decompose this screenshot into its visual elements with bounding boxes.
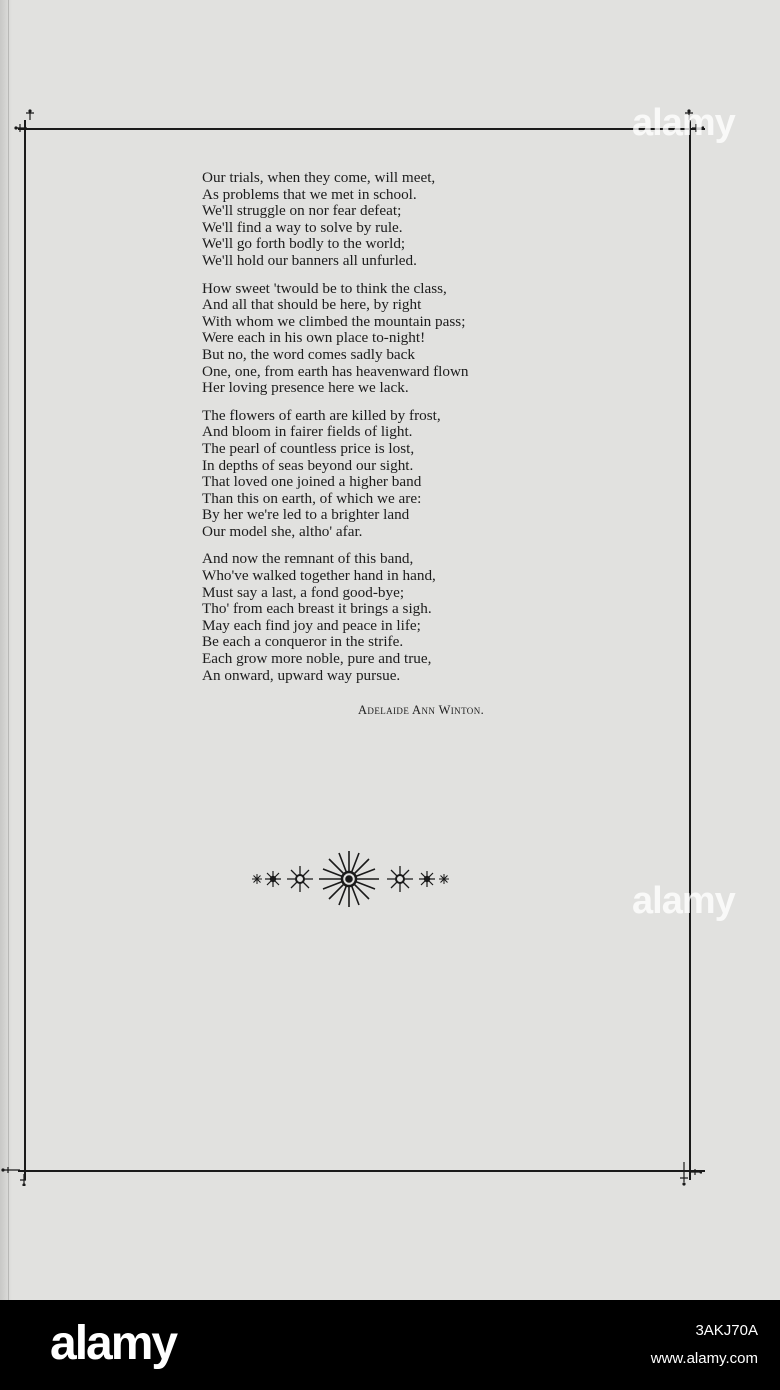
spine-shadow	[0, 0, 12, 1300]
poem-line: But no, the word comes sadly back	[202, 345, 416, 363]
stanza-3	[202, 408, 562, 541]
stanza-2	[202, 281, 562, 397]
poem-line: Tho' from each breast it brings a sigh.	[202, 600, 432, 618]
poem-line: We'll struggle on nor fear defeat;	[202, 202, 402, 220]
poem-line: That loved one joined a higher band	[202, 473, 422, 491]
frame-top-rule	[18, 128, 705, 130]
poem-line: May each find joy and peace in life;	[202, 616, 421, 634]
poem-line: And now the remnant of this band,	[202, 550, 414, 568]
footer-logo: alamy	[50, 1317, 177, 1370]
poem-line: One, one, from earth has heavenward flown	[202, 362, 469, 380]
poem-line: Than this on earth, of which we are:	[202, 489, 422, 507]
poem-line: We'll go forth bodly to the world;	[202, 235, 406, 253]
poem-line: Be each a conqueror in the strife.	[202, 633, 404, 651]
poem-line: We'll find a way to solve by rule.	[202, 218, 403, 236]
poem-line: How sweet 'twould be to think the class,	[202, 279, 447, 297]
watermark-logo: alamy	[632, 880, 735, 922]
watermark-logo: alamy	[632, 102, 735, 144]
poem-line: The flowers of earth are killed by frost,	[202, 406, 441, 424]
poem-line: Her loving presence here we lack.	[202, 379, 409, 397]
stanza-4	[202, 551, 562, 684]
frame-left-rule	[24, 120, 26, 1180]
poem-line: An onward, upward way pursue.	[202, 666, 401, 684]
poem-line: Our model she, altho' afar.	[202, 522, 363, 540]
frame-right-rule	[689, 120, 691, 1180]
poem-line: Must say a last, a fond good-bye;	[202, 583, 405, 601]
fleuron-corner-top-left	[11, 108, 37, 134]
image-id: 3AKJ70A	[695, 1322, 758, 1339]
fleuron-corner-bottom-left	[0, 1160, 26, 1186]
poem-line: By her we're led to a brighter land	[202, 506, 410, 524]
star-ornament-icon	[245, 845, 455, 913]
poem-line: The pearl of countless price is lost,	[202, 439, 415, 457]
stock-footer-bar	[0, 1300, 780, 1390]
poem	[202, 170, 562, 695]
poem-line: Our trials, when they come, will meet,	[202, 169, 436, 186]
poem-line: In depths of seas beyond our sight.	[202, 456, 414, 474]
poem-line: And bloom in fairer fields of light.	[202, 423, 413, 441]
poem-line: Each grow more noble, pure and true,	[202, 650, 432, 668]
fleuron-corner-bottom-right	[676, 1160, 702, 1186]
frame-bottom-rule	[18, 1170, 705, 1172]
poem-line: And all that should be here, by right	[202, 296, 422, 314]
poem-line: Were each in his own place to-night!	[202, 329, 426, 347]
poem-line: We'll hold our banners all unfurled.	[202, 251, 417, 269]
poem-line: With whom we climbed the mountain pass;	[202, 312, 466, 330]
spine-line	[8, 0, 9, 1300]
site-url: www.alamy.com	[650, 1350, 758, 1367]
stanza-1	[202, 170, 562, 270]
poem-line: As problems that we met in school.	[202, 185, 417, 203]
poem-author: Adelaide Ann Winton.	[358, 703, 485, 717]
poem-line: Who've walked together hand in hand,	[202, 567, 436, 585]
